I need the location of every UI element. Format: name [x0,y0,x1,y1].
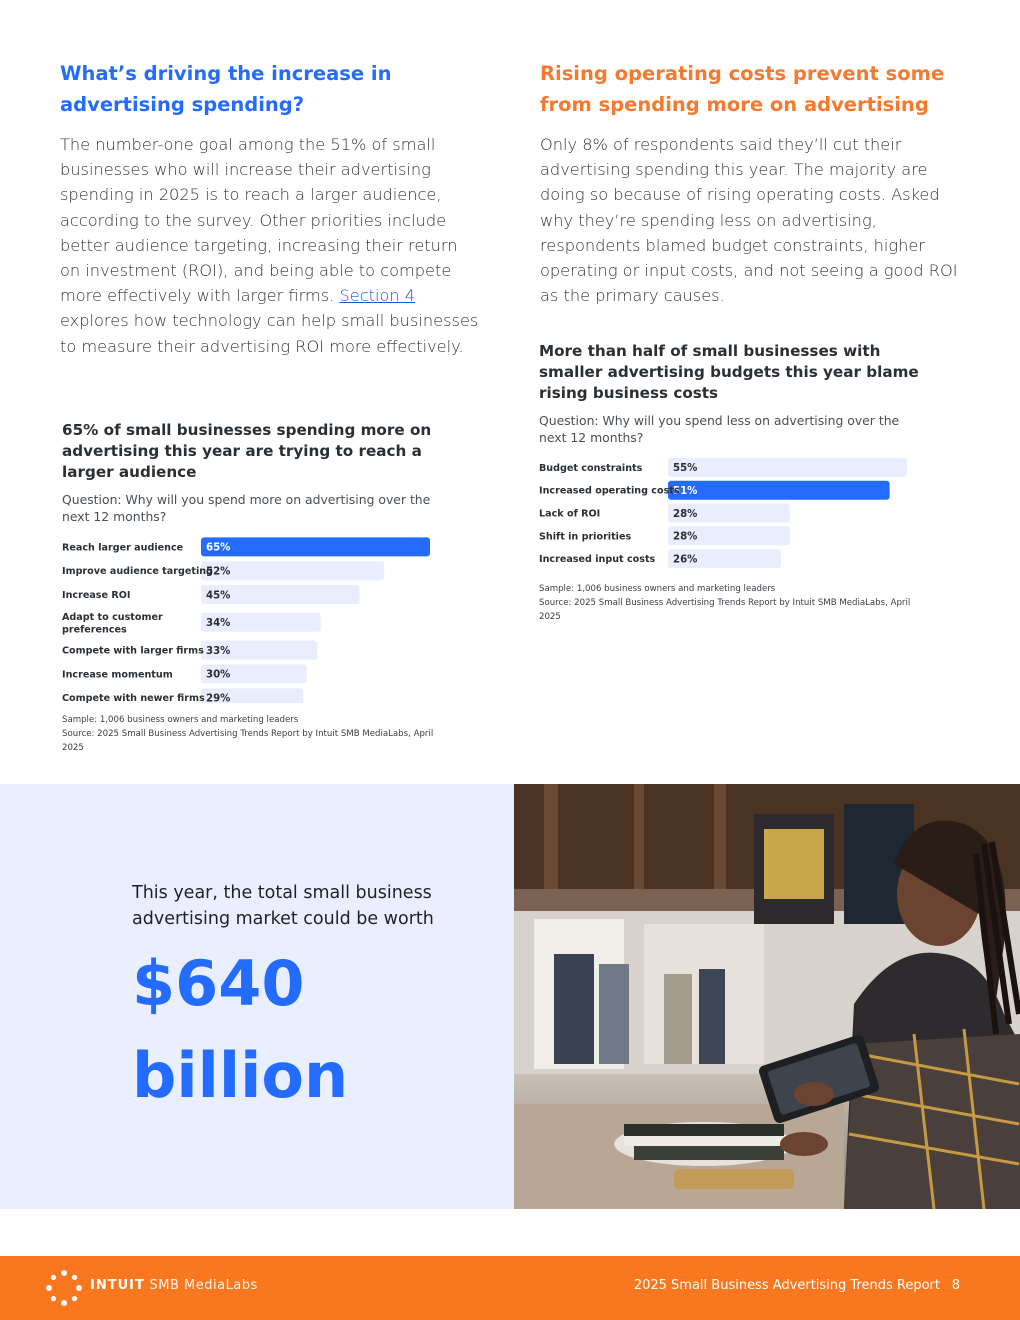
category-label: Increased input costs [539,554,656,566]
spend-more-chart [62,420,442,755]
bar-value-label: 65% [206,542,231,554]
left-section-body [60,132,480,359]
category-label: Increased operating costs [539,485,680,497]
chart-question: Question: Why will you spend less on advertising over the next 12 months? [539,413,900,445]
left-body-text-before: The number-one goal among the 51% of small businesses who will increase their advertising spending in 2025 is to reach a larger audience, according to the survey. Other priorities include better audience targeting, increasing their return on investment (ROI), and being able to compete more effectively with larger firms. [60,135,458,306]
bar-value-label: 28% [673,508,698,520]
footer-brand [90,1278,258,1293]
chart-title: 65% of small businesses spending more on advertising this year are trying to reach a larger audience [62,421,432,481]
bar-value-label: 51% [673,486,698,497]
chart-source: Source: 2025 Small Business Advertising Trends Report by Intuit SMB MediaLabs, April 2025 [539,598,911,622]
brand-name: INTUIT [90,1278,145,1293]
bar-value-label: 52% [206,566,231,578]
bar-value-label: 45% [206,590,231,602]
chart-notes [62,713,442,755]
right-column [540,58,960,308]
right-section-body: Only 8% of respondents said they’ll cut their advertising spending this year. The majority are doing so because of rising operating costs. Asked why they’re spending less on advertising, respondents blamed budget constraints, higher operating or input costs, and not seeing a good ROI as the primary causes. [540,135,958,306]
stat-lead-text: This year, the total small business advertising market could be worth [132,883,434,929]
spend-less-bar-chart [539,456,919,574]
left-body-text-after: explores how technology can help small businesses to measure their advertising ROI more effectively. [60,311,479,356]
spend-more-bar-chart [62,535,442,703]
category-label: Lack of ROI [539,508,601,520]
category-label: Shift in priorities [539,531,632,543]
category-label: Improve audience targeting [62,566,213,578]
category-label: Increase momentum [62,669,173,681]
spend-less-chart [539,341,919,624]
bar-value-label: 28% [673,531,698,543]
bar-value-label: 29% [206,693,231,703]
brand-division: SMB MediaLabs [149,1278,258,1293]
bar-value-label: 34% [206,618,231,630]
left-section-heading: What’s driving the increase in advertising spending? [60,62,392,116]
section-4-link[interactable]: Section 4 [339,286,416,306]
chart-source: Source: 2025 Small Business Advertising Trends Report by Intuit SMB MediaLabs, April 2025 [62,729,434,753]
bar-reach-larger-audience [201,537,430,556]
category-label: Adapt to customer preferences [62,611,163,636]
shop-owner-illustration [514,784,1020,1209]
bar-increased-operating-costs [668,481,890,500]
bar-value-label: 33% [206,645,231,657]
intuit-logo-icon [44,1268,84,1308]
category-label: Budget constraints [539,462,643,474]
right-section-heading: Rising operating costs prevent some from spending more on advertising [540,62,945,116]
category-label: Reach larger audience [62,542,184,554]
bar-value-label: 55% [673,463,698,475]
stat-value: $640 billion [132,947,349,1112]
chart-question: Question: Why will you spend more on advertising over the next 12 months? [62,492,431,524]
chart-notes [539,582,919,624]
page-number: 8 [951,1278,960,1293]
chart-sample: Sample: 1,006 business owners and marketing leaders [539,584,776,594]
footer-report-title: 2025 Small Business Advertising Trends Report [633,1278,940,1293]
category-label: Compete with newer firms [62,693,205,703]
bar-budget-constraints [668,458,907,477]
shop-owner-photo [514,784,1020,1209]
chart-title: More than half of small businesses with smaller advertising budgets this year blame rising business costs [539,342,919,402]
page-footer [0,1256,1020,1320]
category-label: Compete with larger firms [62,645,204,657]
chart-sample: Sample: 1,006 business owners and marketing leaders [62,715,299,725]
left-column [60,58,480,359]
bar-value-label: 30% [206,669,231,681]
category-label: Increase ROI [62,590,131,601]
bar-value-label: 26% [673,554,698,566]
